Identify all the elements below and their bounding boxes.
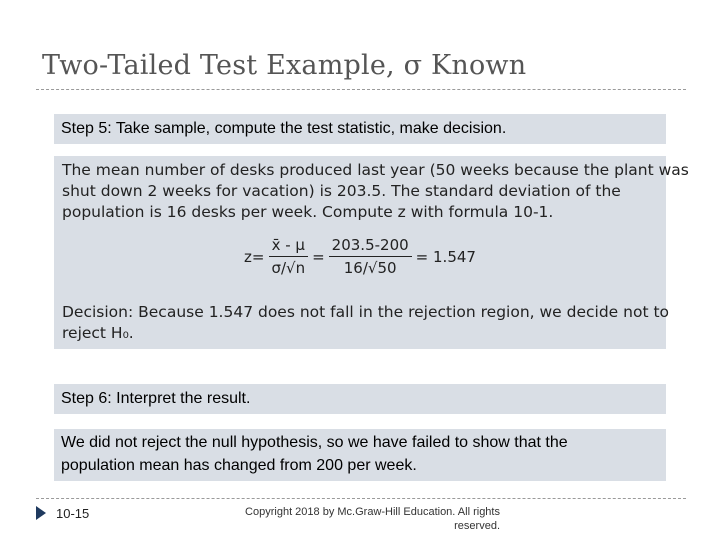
step5-box: [54, 114, 666, 144]
decision-line: reject H₀.: [62, 324, 134, 342]
decision-line: Decision: Because 1.547 does not fall in the rejection region, we decide not to: [62, 303, 670, 321]
copyright-notice: [216, 505, 500, 533]
problem-line: shut down 2 weeks for vacation) is 203.5. The standard deviation of the: [62, 182, 621, 200]
problem-line: population is 16 desks per week. Compute z with formula 10-1.: [62, 203, 554, 221]
interpretation-box: [54, 429, 666, 481]
decision-text: [62, 302, 670, 344]
interpretation-line: population mean has changed from 200 per week.: [61, 457, 417, 474]
problem-line: The mean number of desks produced last year (50 weeks because the plant was: [62, 161, 689, 179]
copyright-line: reserved.: [454, 520, 500, 532]
fraction-denominator: 16/√50: [343, 259, 397, 277]
slide-title: Two-Tailed Test Example, σ Known: [42, 50, 527, 81]
fraction-numerator: 203.5-200: [329, 236, 412, 257]
problem-image-box: [54, 156, 689, 349]
z-formula: [244, 236, 476, 277]
step5-text: Step 5: Take sample, compute the test statistic, make decision.: [61, 120, 507, 137]
formula-lhs: z=: [244, 247, 265, 266]
formula-symbolic-fraction: [268, 236, 308, 277]
interpretation-line: We did not reject the null hypothesis, so we have failed to show that the: [61, 434, 568, 451]
formula-result: = 1.547: [415, 247, 476, 266]
copyright-line: Copyright 2018 by Mc.Graw-Hill Education. All rights: [245, 506, 500, 518]
slide-number: 10-15: [56, 506, 90, 521]
step6-text: Step 6: Interpret the result.: [61, 390, 251, 407]
title-divider: [36, 89, 686, 90]
fraction-denominator: σ/√n: [271, 259, 306, 277]
triangle-bullet-icon: [36, 506, 46, 520]
footer-divider: [36, 498, 686, 499]
formula-numeric-fraction: [329, 236, 412, 277]
formula-equals: =: [312, 247, 325, 266]
step6-box: [54, 384, 666, 414]
fraction-numerator: x̄ - μ: [269, 236, 308, 257]
